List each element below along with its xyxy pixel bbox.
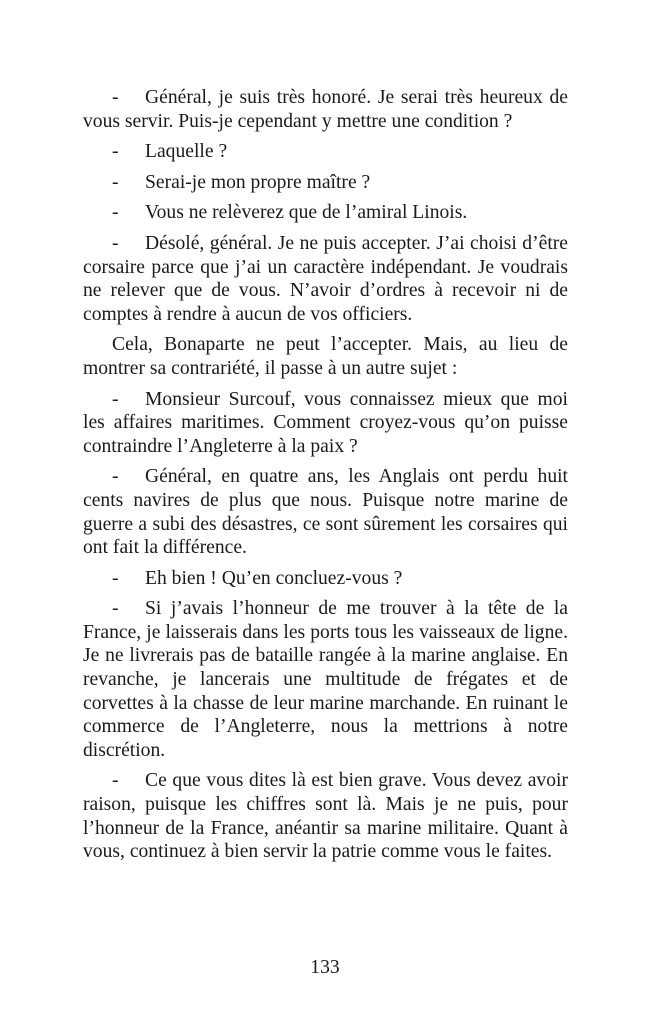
dialogue-dash: - — [112, 171, 119, 193]
dialogue-dash: - — [112, 232, 119, 254]
paragraph-3 — [83, 171, 568, 195]
paragraph-text: Si j’avais l’honneur de me trouver à la tête de la France, je laisserais dans les ports tous les vaisseaux de ligne. Je ne livrerais pas de bataille rangée à la marine anglaise. En revanche, je lancerais une multitude de frégates et de corvettes à la chasse de leur marine marchande. En ruinant le commerce de l’Angleterre, nous la mettrions à notre discrétion. — [83, 598, 568, 761]
dialogue-dash: - — [112, 388, 119, 410]
paragraph-text: Laquelle ? — [145, 141, 228, 163]
paragraph-text: Cela, Bonaparte ne peut l’accepter. Mais, au lieu de montrer sa contrariété, il passe à un autre sujet : — [83, 334, 568, 379]
paragraph-text: Désolé, général. Je ne puis accepter. J’ai choisi d’être corsaire parce que j’ai un caractère indépendant. Je voudrais ne relever que de vous. N’avoir d’ordres à recevoir ni de comptes à rendre à aucun de vos officiers. — [83, 232, 568, 325]
paragraph-text: Ce que vous dites là est bien grave. Vous devez avoir raison, puisque les chiffres sont là. Mais je ne puis, pour l’honneur de la France, anéantir sa marine militaire. Quant à vous, continuez à bien servir la patrie comme vous le faites. — [83, 770, 568, 863]
paragraph-7 — [83, 388, 568, 459]
paragraph-text: Général, en quatre ans, les Anglais ont perdu huit cents navires de plus que nous. Puisque notre marine de guerre a subi des désastres, ce sont sûrement les corsaires qui ont fait la différence. — [83, 466, 568, 559]
paragraph-4 — [83, 201, 568, 225]
dialogue-dash: - — [112, 466, 119, 488]
paragraph-text: Vous ne relèverez que de l’amiral Linois. — [145, 202, 468, 224]
paragraph-10 — [83, 597, 568, 762]
paragraph-1 — [83, 86, 568, 133]
page-number: 133 — [310, 957, 340, 978]
page-body — [83, 86, 568, 871]
paragraph-5 — [83, 232, 568, 326]
dialogue-dash: - — [112, 567, 119, 589]
paragraph-6 — [83, 333, 568, 380]
paragraph-9 — [83, 567, 568, 591]
dialogue-dash: - — [112, 770, 119, 792]
paragraph-2 — [83, 140, 568, 164]
paragraph-text: Général, je suis très honoré. Je serai très heureux de vous servir. Puis-je cependant y mettre une condition ? — [83, 87, 568, 132]
dialogue-dash: - — [112, 141, 119, 163]
paragraph-text: Eh bien ! Qu’en concluez-vous ? — [145, 567, 403, 589]
dialogue-dash: - — [112, 202, 119, 224]
dialogue-dash: - — [112, 598, 119, 620]
paragraph-text: Monsieur Surcouf, vous connaissez mieux que moi les affaires maritimes. Comment croyez-vous qu’on puisse contraindre l’Angleterre à la paix ? — [83, 388, 568, 457]
paragraph-8 — [83, 465, 568, 559]
dialogue-dash: - — [112, 87, 119, 108]
paragraph-11 — [83, 769, 568, 863]
paragraph-text: Serai-je mon propre maître ? — [145, 171, 371, 193]
